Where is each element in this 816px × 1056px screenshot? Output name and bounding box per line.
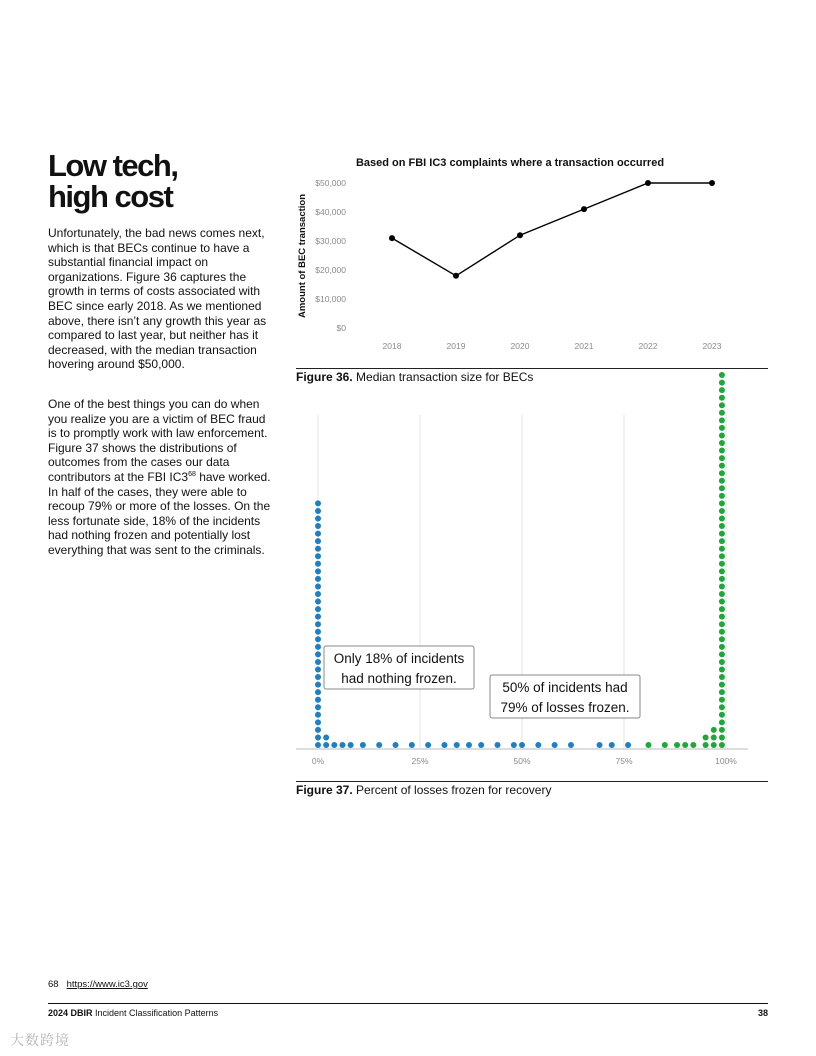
data-dot xyxy=(360,742,366,748)
data-dot xyxy=(682,742,688,748)
data-dot xyxy=(315,734,321,740)
data-dot xyxy=(315,576,321,582)
data-dot xyxy=(719,599,725,605)
data-dot xyxy=(719,402,725,408)
figure-36-caption-label: Figure 36. xyxy=(296,370,353,384)
data-dot xyxy=(719,493,725,499)
data-dot xyxy=(315,697,321,703)
figure-37-caption-label: Figure 37. xyxy=(296,783,353,797)
data-dot xyxy=(454,742,460,748)
data-dot xyxy=(719,455,725,461)
data-dot xyxy=(339,742,345,748)
data-dot xyxy=(315,553,321,559)
annotation-text: 50% of incidents had xyxy=(502,680,628,695)
figure-36-caption-text: Median transaction size for BECs xyxy=(352,370,534,384)
data-dot xyxy=(719,659,725,665)
data-dot xyxy=(719,651,725,657)
data-dot xyxy=(409,742,415,748)
data-dot xyxy=(719,395,725,401)
data-dot xyxy=(315,712,321,718)
data-dot xyxy=(323,742,329,748)
data-dot xyxy=(719,538,725,544)
data-dot xyxy=(719,727,725,733)
data-dot xyxy=(719,576,725,582)
data-dot xyxy=(495,742,501,748)
x-tick-label: 2020 xyxy=(510,341,530,351)
data-dot xyxy=(315,674,321,680)
annotation-text: had nothing frozen. xyxy=(341,671,457,686)
data-dot xyxy=(719,697,725,703)
x-tick-label: 2019 xyxy=(446,341,466,351)
data-dot xyxy=(315,531,321,537)
page-title xyxy=(48,150,278,212)
data-dot xyxy=(719,614,725,620)
footnote-link[interactable]: https://www.ic3.gov xyxy=(66,979,148,990)
data-dot xyxy=(662,742,668,748)
data-dot xyxy=(441,742,447,748)
data-dot xyxy=(719,463,725,469)
data-dot xyxy=(315,546,321,552)
data-dot xyxy=(703,742,709,748)
data-dot xyxy=(315,636,321,642)
page-title-line-1: Low tech, xyxy=(48,148,178,183)
data-dot xyxy=(511,742,517,748)
data-dot xyxy=(719,621,725,627)
data-dot xyxy=(315,523,321,529)
footnote-reference[interactable]: 68 xyxy=(188,470,196,478)
y-tick-label: $10,000 xyxy=(315,294,346,304)
annotation-text: Only 18% of incidents xyxy=(333,651,465,666)
y-tick-label: $50,000 xyxy=(315,178,346,188)
page-title-line-2: high cost xyxy=(48,179,173,214)
data-point xyxy=(645,180,651,186)
data-dot xyxy=(315,561,321,567)
data-dot xyxy=(719,410,725,416)
data-dot xyxy=(425,742,431,748)
body-paragraph-1: Unfortunately, the bad news comes next, which is that BECs continue to have a substantial financial impact on organizations. Figure 36 captures the growth in terms of costs associated with BEC since early 2018. As we mentioned above, there isn’t any growth this year as compared to last year, but neither has it decreased, with the median transaction hovering around $50,000. xyxy=(48,226,267,372)
footer-section-name: Incident Classification Patterns xyxy=(92,1008,219,1018)
x-tick-label: 2023 xyxy=(702,341,722,351)
data-dot xyxy=(609,742,615,748)
data-point xyxy=(389,235,395,241)
data-dot xyxy=(315,667,321,673)
data-dot xyxy=(719,682,725,688)
figure-37-caption-text: Percent of losses frozen for recovery xyxy=(352,783,552,797)
x-tick-label: 2021 xyxy=(574,341,594,351)
x-tick-label: 25% xyxy=(411,756,429,766)
data-dot xyxy=(331,742,337,748)
data-point xyxy=(709,180,715,186)
data-dot xyxy=(690,742,696,748)
y-tick-label: $0 xyxy=(336,323,346,333)
data-dot xyxy=(478,742,484,748)
annotation-text: 79% of losses frozen. xyxy=(500,700,630,715)
data-dot xyxy=(719,568,725,574)
data-point xyxy=(453,273,459,279)
data-dot xyxy=(719,629,725,635)
data-dot xyxy=(315,568,321,574)
data-dot xyxy=(315,644,321,650)
x-tick-label: 2018 xyxy=(382,341,402,351)
data-dot xyxy=(315,629,321,635)
data-dot xyxy=(315,599,321,605)
data-dot xyxy=(315,689,321,695)
figure-36-caption xyxy=(296,370,533,384)
page-number: 38 xyxy=(757,1008,768,1018)
data-dot xyxy=(466,742,472,748)
data-dot xyxy=(719,742,725,748)
data-dot xyxy=(719,689,725,695)
footnote xyxy=(48,979,148,990)
data-dot xyxy=(719,500,725,506)
data-dot xyxy=(315,682,321,688)
data-dot xyxy=(674,742,680,748)
y-tick-label: $30,000 xyxy=(315,236,346,246)
data-dot xyxy=(719,440,725,446)
x-tick-label: 0% xyxy=(311,756,325,766)
x-tick-label: 50% xyxy=(513,756,531,766)
data-dot xyxy=(315,606,321,612)
data-dot xyxy=(719,387,725,393)
data-dot xyxy=(711,734,717,740)
data-dot xyxy=(719,380,725,386)
data-dot xyxy=(348,742,354,748)
data-dot xyxy=(719,606,725,612)
footer-rule xyxy=(48,1003,768,1004)
data-dot xyxy=(703,734,709,740)
data-dot xyxy=(719,425,725,431)
data-dot xyxy=(719,636,725,642)
data-dot xyxy=(719,667,725,673)
footnote-number: 68 xyxy=(48,979,59,990)
data-dot xyxy=(719,719,725,725)
data-dot xyxy=(719,432,725,438)
body-paragraph-2-end: have worked. In half of the cases, they were able to recoup 79% or more of the losses. On the less fortunate side, 18% of the incidents had nothing frozen and potentially lost everything that was sent to the criminals. xyxy=(48,469,271,557)
data-dot xyxy=(719,591,725,597)
data-dot xyxy=(719,712,725,718)
figure-37-dot-chart xyxy=(296,410,768,778)
data-dot xyxy=(315,500,321,506)
data-dot xyxy=(719,734,725,740)
watermark: 大数跨境 xyxy=(10,1032,70,1048)
y-axis-label: Amount of BEC transaction xyxy=(297,193,308,319)
footer-report-title xyxy=(48,1008,218,1018)
data-dot xyxy=(315,516,321,522)
data-dot xyxy=(376,742,382,748)
data-dot xyxy=(315,591,321,597)
figure-37-rule xyxy=(296,781,768,782)
data-dot xyxy=(315,659,321,665)
body-paragraph-2 xyxy=(48,397,276,558)
x-tick-label: 100% xyxy=(715,756,737,766)
data-dot xyxy=(719,485,725,491)
data-dot xyxy=(719,478,725,484)
body-paragraph-2-start: One of the best things you can do when you realize you are a victim of BEC fraud is to promptly work with law enforcement. Figure 37 shows the distributions of outcomes from the cases our data contributors at the FBI IC3 xyxy=(48,397,268,484)
data-dot xyxy=(315,742,321,748)
series-line xyxy=(392,183,712,276)
data-dot xyxy=(645,742,651,748)
figure-37-caption xyxy=(296,783,551,797)
data-dot xyxy=(719,546,725,552)
data-dot xyxy=(711,742,717,748)
data-dot xyxy=(719,417,725,423)
data-dot xyxy=(315,508,321,514)
figure-36-rule xyxy=(296,368,768,369)
data-dot xyxy=(315,583,321,589)
data-dot xyxy=(719,704,725,710)
chart-title: Based on FBI IC3 complaints where a transaction occurred xyxy=(355,157,665,169)
data-dot xyxy=(315,621,321,627)
y-tick-label: $40,000 xyxy=(315,207,346,217)
data-dot xyxy=(315,614,321,620)
data-dot xyxy=(719,523,725,529)
data-dot xyxy=(315,651,321,657)
data-dot xyxy=(323,734,329,740)
data-dot xyxy=(719,508,725,514)
footer-report-name: 2024 DBIR xyxy=(48,1008,93,1018)
data-dot xyxy=(568,742,574,748)
data-dot xyxy=(315,704,321,710)
data-dot xyxy=(597,742,603,748)
data-dot xyxy=(711,727,717,733)
data-dot xyxy=(719,516,725,522)
data-dot xyxy=(719,372,725,378)
data-dot xyxy=(719,674,725,680)
data-dot xyxy=(719,553,725,559)
x-tick-label: 75% xyxy=(615,756,633,766)
figure-36-line-chart xyxy=(296,150,768,365)
data-point xyxy=(517,232,523,238)
data-dot xyxy=(719,583,725,589)
data-dot xyxy=(719,448,725,454)
y-tick-label: $20,000 xyxy=(315,265,346,275)
data-dot xyxy=(625,742,631,748)
data-dot xyxy=(315,538,321,544)
x-tick-label: 2022 xyxy=(638,341,658,351)
data-dot xyxy=(719,644,725,650)
data-dot xyxy=(552,742,558,748)
data-dot xyxy=(719,531,725,537)
data-point xyxy=(581,206,587,212)
data-dot xyxy=(393,742,399,748)
data-dot xyxy=(315,727,321,733)
data-dot xyxy=(719,561,725,567)
data-dot xyxy=(535,742,541,748)
data-dot xyxy=(519,742,525,748)
data-dot xyxy=(719,470,725,476)
data-dot xyxy=(315,719,321,725)
